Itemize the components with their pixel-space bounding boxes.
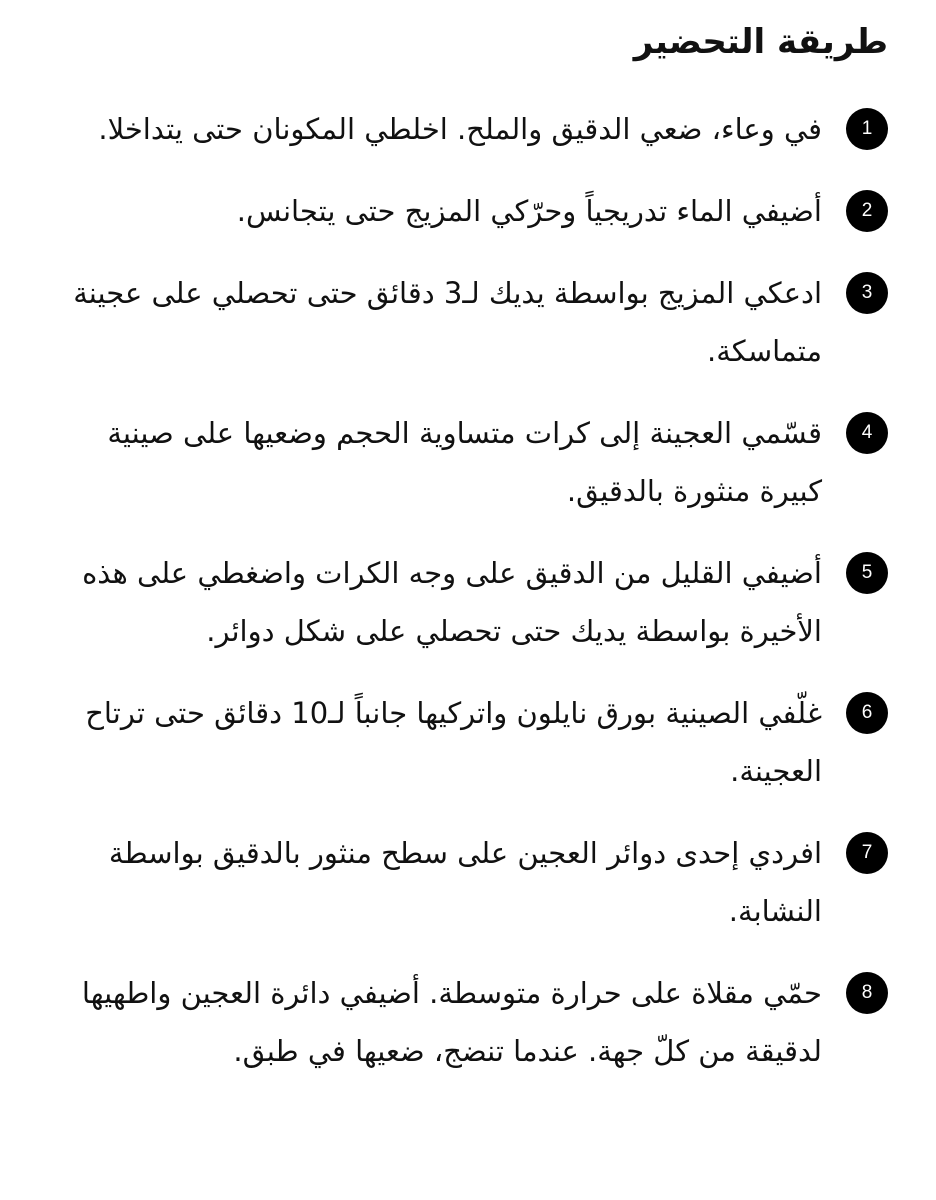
- step-number-badge: 7: [846, 832, 888, 874]
- step-item-5: [43, 544, 888, 660]
- step-number-badge: 2: [846, 190, 888, 232]
- step-item-8: [43, 964, 888, 1080]
- step-text: في وعاء، ضعي الدقيق والملح. اخلطي المكونان حتى يتداخلا.: [98, 112, 822, 146]
- step-item-6: [43, 684, 888, 800]
- step-item-2: [43, 182, 888, 240]
- step-text: حمّي مقلاة على حرارة متوسطة. أضيفي دائرة العجين واطهيها لدقيقة من كلّ جهة. عندما تنضج، ضعيها في طبق.: [81, 976, 822, 1068]
- step-number-badge: 5: [846, 552, 888, 594]
- step-item-1: [43, 100, 888, 158]
- step-item-4: [43, 404, 888, 520]
- steps-list: [43, 100, 888, 1104]
- step-text: أضيفي الماء تدريجياً وحرّكي المزيج حتى يتجانس.: [236, 194, 822, 228]
- step-number-badge: 4: [846, 412, 888, 454]
- step-text: ادعكي المزيج بواسطة يديك لـ3 دقائق حتى تحصلي على عجينة متماسكة.: [73, 276, 822, 368]
- step-number-badge: 1: [846, 108, 888, 150]
- step-text: أضيفي القليل من الدقيق على وجه الكرات واضغطي على هذه الأخيرة بواسطة يديك حتى تحصلي على شكل دوائر.: [82, 556, 822, 648]
- step-text: افردي إحدى دوائر العجين على سطح منثور بالدقيق بواسطة النشابة.: [108, 836, 822, 928]
- step-text: غلّفي الصينية بورق نايلون واتركيها جانباً لـ10 دقائق حتى ترتاح العجينة.: [85, 696, 822, 788]
- step-number-badge: 6: [846, 692, 888, 734]
- step-number-badge: 3: [846, 272, 888, 314]
- step-item-7: [43, 824, 888, 940]
- step-number-badge: 8: [846, 972, 888, 1014]
- step-item-3: [43, 264, 888, 380]
- page-title: طريقة التحضير: [633, 22, 888, 62]
- step-text: قسّمي العجينة إلى كرات متساوية الحجم وضعيها على صينية كبيرة منثورة بالدقيق.: [107, 416, 822, 508]
